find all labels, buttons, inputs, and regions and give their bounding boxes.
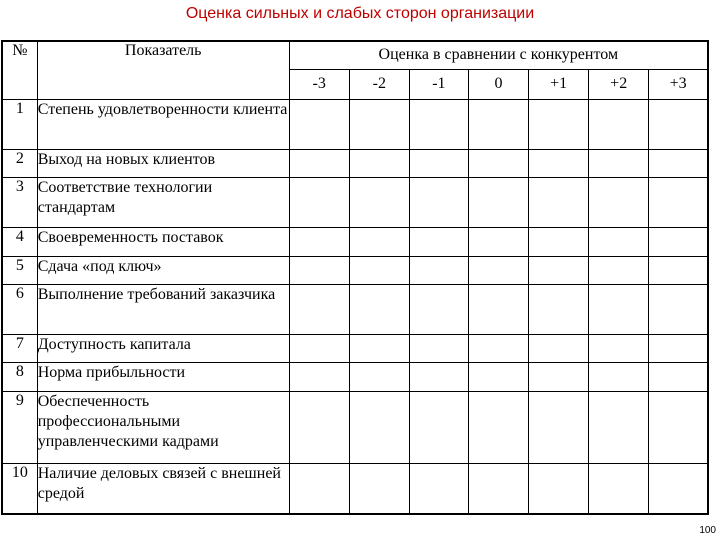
score-cell[interactable]	[289, 284, 349, 334]
row-number: 9	[2, 391, 37, 464]
page-title: Оценка сильных и слабых сторон организации	[185, 5, 535, 22]
score-cell[interactable]	[468, 178, 528, 228]
table-row	[2, 391, 708, 464]
score-cell[interactable]	[589, 228, 649, 256]
score-cell[interactable]	[529, 178, 589, 228]
score-cell[interactable]	[409, 284, 468, 334]
score-cell[interactable]	[649, 335, 708, 363]
score-cell[interactable]	[409, 99, 468, 149]
indicator-label: Норма прибыльности	[37, 363, 289, 391]
score-cell[interactable]	[649, 228, 708, 256]
score-header: -1	[409, 69, 468, 99]
score-cell[interactable]	[409, 391, 468, 464]
score-cell[interactable]	[529, 284, 589, 334]
score-cell[interactable]	[468, 256, 528, 284]
score-cell[interactable]	[468, 149, 528, 177]
score-cell[interactable]	[289, 149, 349, 177]
score-cell[interactable]	[529, 149, 589, 177]
indicator-label: Наличие деловых связей с внешней средой	[37, 464, 289, 514]
indicator-label: Доступность капитала	[37, 335, 289, 363]
score-cell[interactable]	[289, 178, 349, 228]
score-header: 0	[468, 69, 528, 99]
score-cell[interactable]	[468, 284, 528, 334]
score-header: -3	[289, 69, 349, 99]
score-cell[interactable]	[468, 99, 528, 149]
score-cell[interactable]	[589, 99, 649, 149]
indicator-header: Показатель	[37, 41, 289, 99]
table-row	[2, 363, 708, 391]
score-cell[interactable]	[649, 256, 708, 284]
score-cell[interactable]	[468, 228, 528, 256]
score-cell[interactable]	[589, 284, 649, 334]
row-number: 1	[2, 99, 37, 149]
score-cell[interactable]	[589, 363, 649, 391]
table-row	[2, 464, 708, 514]
score-cell[interactable]	[529, 256, 589, 284]
row-number: 5	[2, 256, 37, 284]
assessment-table	[1, 40, 709, 515]
score-cell[interactable]	[529, 363, 589, 391]
indicator-label: Степень удовлетворенности клиента	[37, 99, 289, 149]
score-cell[interactable]	[409, 363, 468, 391]
score-cell[interactable]	[589, 149, 649, 177]
score-cell[interactable]	[409, 256, 468, 284]
score-cell[interactable]	[649, 391, 708, 464]
score-cell[interactable]	[529, 99, 589, 149]
row-number: 4	[2, 228, 37, 256]
score-cell[interactable]	[409, 228, 468, 256]
score-cell[interactable]	[409, 178, 468, 228]
score-header: -2	[349, 69, 409, 99]
score-cell[interactable]	[529, 464, 589, 514]
score-cell[interactable]	[409, 335, 468, 363]
table-row	[2, 228, 708, 256]
indicator-label: Выполнение требований заказчика	[37, 284, 289, 334]
indicator-label: Обеспеченность профессиональными управленческими кадрами	[37, 391, 289, 464]
comparison-header: Оценка в сравнении с конкурентом	[289, 41, 708, 69]
score-cell[interactable]	[649, 149, 708, 177]
row-number: 6	[2, 284, 37, 334]
score-cell[interactable]	[409, 464, 468, 514]
score-cell[interactable]	[589, 256, 649, 284]
score-cell[interactable]	[289, 391, 349, 464]
score-cell[interactable]	[649, 284, 708, 334]
row-number: 3	[2, 178, 37, 228]
row-number: 2	[2, 149, 37, 177]
score-cell[interactable]	[409, 149, 468, 177]
row-number: 7	[2, 335, 37, 363]
table-row	[2, 149, 708, 177]
score-cell[interactable]	[589, 464, 649, 514]
score-cell[interactable]	[349, 363, 409, 391]
score-cell[interactable]	[649, 363, 708, 391]
page-number: 100	[699, 525, 716, 536]
score-cell[interactable]	[589, 391, 649, 464]
score-cell[interactable]	[289, 228, 349, 256]
score-cell[interactable]	[529, 335, 589, 363]
score-cell[interactable]	[349, 256, 409, 284]
score-cell[interactable]	[468, 363, 528, 391]
table-row	[2, 256, 708, 284]
score-cell[interactable]	[349, 464, 409, 514]
score-cell[interactable]	[468, 464, 528, 514]
indicator-label: Сдача «под ключ»	[37, 256, 289, 284]
score-cell[interactable]	[349, 149, 409, 177]
score-cell[interactable]	[589, 178, 649, 228]
score-cell[interactable]	[529, 391, 589, 464]
score-cell[interactable]	[649, 178, 708, 228]
row-number: 8	[2, 363, 37, 391]
score-cell[interactable]	[289, 363, 349, 391]
score-cell[interactable]	[649, 464, 708, 514]
score-cell[interactable]	[649, 99, 708, 149]
score-cell[interactable]	[289, 335, 349, 363]
score-cell[interactable]	[349, 335, 409, 363]
score-cell[interactable]	[468, 391, 528, 464]
score-header: +1	[529, 69, 589, 99]
score-cell[interactable]	[589, 335, 649, 363]
score-cell[interactable]	[349, 228, 409, 256]
row-number: 10	[2, 464, 37, 514]
table-row	[2, 284, 708, 334]
score-header: +2	[589, 69, 649, 99]
score-cell[interactable]	[529, 228, 589, 256]
score-cell[interactable]	[289, 464, 349, 514]
score-cell[interactable]	[289, 99, 349, 149]
score-cell[interactable]	[289, 256, 349, 284]
table-row	[2, 99, 708, 149]
score-cell[interactable]	[349, 99, 409, 149]
score-cell[interactable]	[349, 391, 409, 464]
indicator-label: Соответствие технологии стандартам	[37, 178, 289, 228]
score-cell[interactable]	[349, 284, 409, 334]
score-header: +3	[649, 69, 708, 99]
score-cell[interactable]	[349, 178, 409, 228]
indicator-label: Выход на новых клиентов	[37, 149, 289, 177]
score-cell[interactable]	[468, 335, 528, 363]
table-row	[2, 178, 708, 228]
table-row	[2, 335, 708, 363]
indicator-label: Своевременность поставок	[37, 228, 289, 256]
number-header: №	[2, 41, 37, 99]
